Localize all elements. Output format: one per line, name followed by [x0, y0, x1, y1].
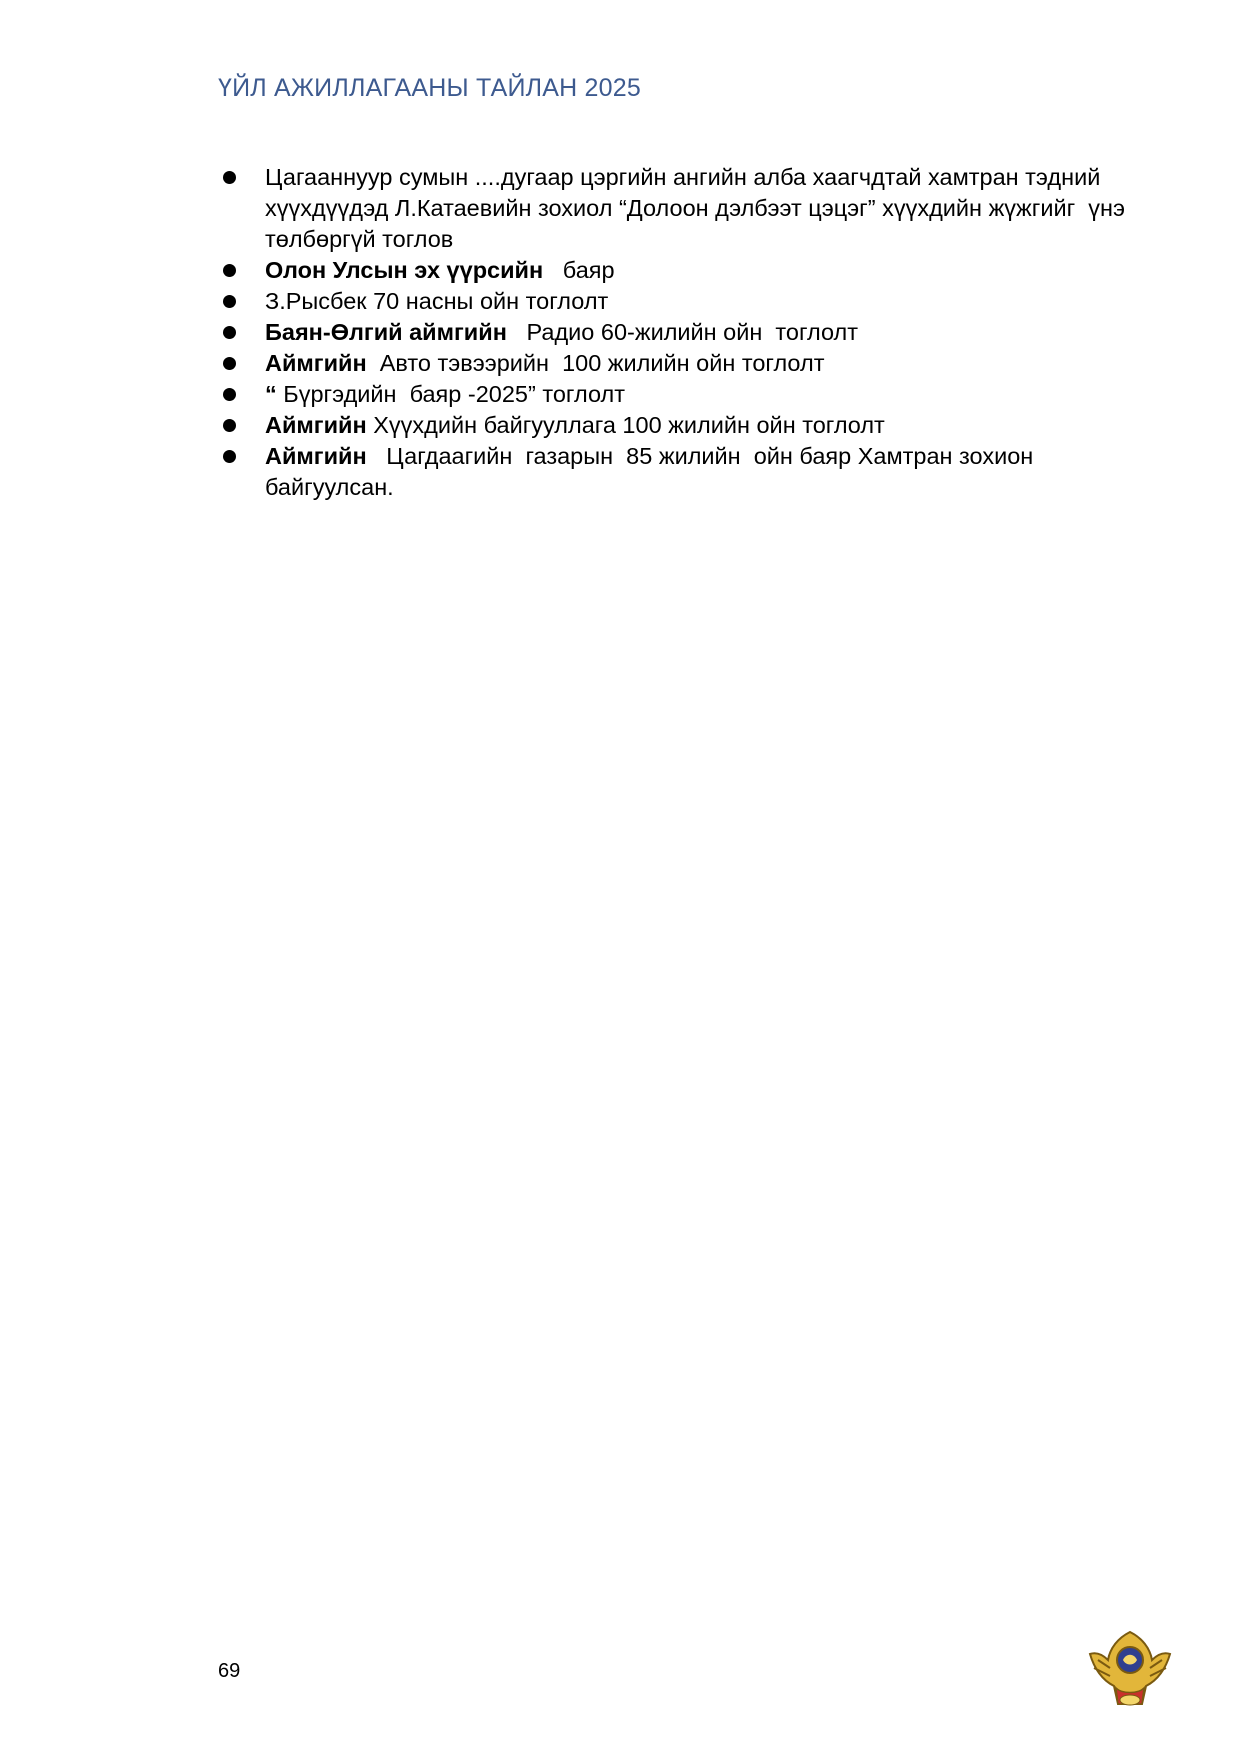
- item-bold-text: “: [265, 381, 277, 407]
- list-item: [220, 255, 1140, 286]
- eagle-emblem-icon: [1088, 1628, 1172, 1712]
- page-header-title: ҮЙЛ АЖИЛЛАГААНЫ ТАЙЛАН 2025: [218, 74, 641, 102]
- item-text: Хүүхдийн байгууллага 100 жилийн ойн тоглолт: [366, 412, 885, 438]
- item-bold-text: Олон Улсын эх үүрсийн: [265, 257, 544, 283]
- list-item: [220, 441, 1140, 503]
- bullet-icon: [223, 388, 236, 401]
- item-bold-text: Баян-Өлгий аймгийн: [265, 319, 507, 345]
- bullet-icon: [223, 419, 236, 432]
- bullet-icon: [223, 357, 236, 370]
- list-item: [220, 379, 1140, 410]
- list-item: [220, 410, 1140, 441]
- bullet-icon: [223, 171, 236, 184]
- item-bold-text: Аймгийн: [265, 412, 367, 438]
- bullet-icon: [223, 264, 236, 277]
- item-text: баяр: [543, 257, 615, 283]
- list-item: [220, 317, 1140, 348]
- item-text: Бүргэдийн баяр -2025” тоглолт: [276, 381, 625, 407]
- bullet-list: [220, 162, 1140, 503]
- bullet-icon: [223, 450, 236, 463]
- item-bold-text: Аймгийн: [265, 443, 367, 469]
- item-bold-text: Аймгийн: [265, 350, 367, 376]
- bullet-icon: [223, 326, 236, 339]
- item-text: Радио 60-жилийн ойн тоглолт: [506, 319, 859, 345]
- item-text: З.Рысбек 70 насны ойн тоглолт: [265, 288, 609, 314]
- item-text: Цагдаагийн газарын 85 жилийн ойн баяр Хамтран зохион байгуулсан.: [265, 443, 1040, 500]
- list-item: [220, 286, 1140, 317]
- page-number: 69: [218, 1660, 241, 1682]
- item-text: Цагааннуур сумын ....дугаар цэргийн ангийн алба хаагчдтай хамтран тэдний хүүхдүүдэд Л.Катаевийн зохиол “Долоон дэлбээт цэцэг” хүүхдийн жүжгийг үнэ төлбөргүй тоглов: [265, 164, 1132, 252]
- list-item: [220, 348, 1140, 379]
- list-item: [220, 162, 1140, 255]
- item-text: Авто тэвээрийн 100 жилийн ойн тоглолт: [366, 350, 825, 376]
- bullet-icon: [223, 295, 236, 308]
